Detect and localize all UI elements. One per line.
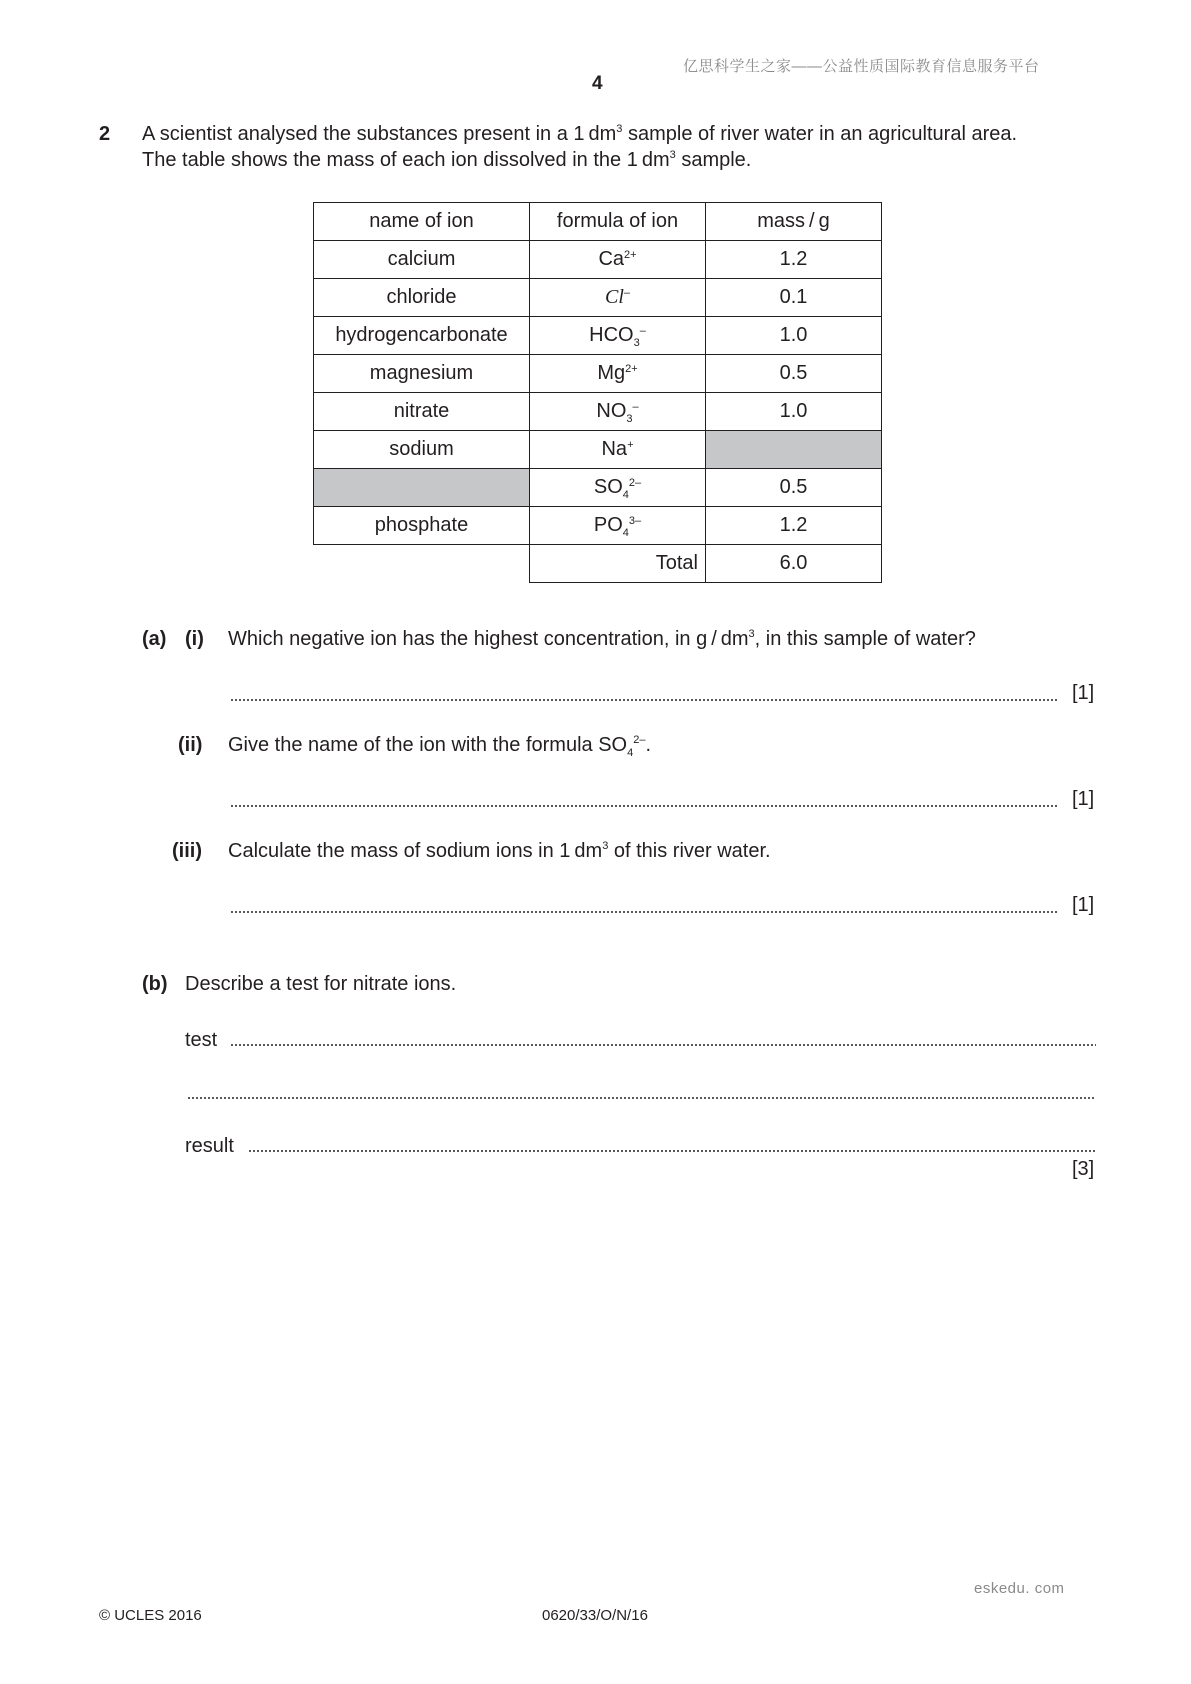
header-formula: formula of ion <box>530 203 706 241</box>
ion-name: calcium <box>314 241 530 279</box>
answer-line-a-iii[interactable] <box>230 911 1058 913</box>
answer-line-test[interactable] <box>230 1044 1096 1046</box>
header-mass: mass / g <box>706 203 882 241</box>
footer-code: 0620/33/O/N/16 <box>542 1607 648 1624</box>
part-a-i-label: (i) <box>185 628 204 650</box>
table-row <box>314 279 882 317</box>
table-row <box>314 469 882 507</box>
mark-a-i: [1] <box>1072 682 1095 704</box>
total-value: 6.0 <box>706 545 882 583</box>
mark-a-ii: [1] <box>1072 788 1095 810</box>
part-a-iii-label: (iii) <box>172 840 202 862</box>
shaded-cell <box>314 469 530 507</box>
question-number: 2 <box>99 123 111 145</box>
part-a-ii-label: (ii) <box>178 734 203 756</box>
ion-formula: $PO_4^{3-}$ <box>530 507 706 545</box>
ion-mass: 1.2 <box>706 241 882 279</box>
ion-formula: $HCO_3^-$ <box>530 317 706 355</box>
part-a-iii-question: Calculate the mass of sodium ions in 1 $dm^3$ of this river water. <box>228 840 771 862</box>
intro-line-2: The table shows the mass of each ion dissolved in the 1 $dm^3$ sample. <box>142 149 752 171</box>
table-row <box>314 507 882 545</box>
table-row <box>314 355 882 393</box>
ion-formula: Cl– <box>530 279 706 317</box>
ion-name: chloride <box>314 279 530 317</box>
page-number: 4 <box>592 73 603 94</box>
ion-formula: $SO_4^{2-}$ <box>530 469 706 507</box>
part-a-ii-question: Give the name of the ion with the formula $SO_4^{2-}$. <box>228 734 652 759</box>
mark-a-iii: [1] <box>1072 894 1095 916</box>
ion-mass: 0.1 <box>706 279 882 317</box>
part-b-label: (b) <box>142 973 168 995</box>
answer-line-test-2[interactable] <box>187 1097 1096 1099</box>
ion-formula: $Mg^{2+}$ <box>530 355 706 393</box>
result-label: result <box>185 1135 234 1157</box>
part-b-question: Describe a test for nitrate ions. <box>185 973 457 995</box>
footer-copyright: © UCLES 2016 <box>99 1607 202 1624</box>
answer-line-a-ii[interactable] <box>230 805 1058 807</box>
ion-name: nitrate <box>314 393 530 431</box>
ion-mass: 0.5 <box>706 355 882 393</box>
header-name: name of ion <box>314 203 530 241</box>
total-label: Total <box>530 545 706 583</box>
ion-formula: $NO_3^-$ <box>530 393 706 431</box>
ion-name: magnesium <box>314 355 530 393</box>
question-intro <box>142 121 1122 173</box>
ion-mass: 1.2 <box>706 507 882 545</box>
part-a-label: (a) <box>142 628 167 650</box>
watermark-text: 亿思科学生之家——公益性质国际教育信息服务平台 <box>683 58 1040 75</box>
mark-b: [3] <box>1072 1158 1095 1180</box>
part-a-i-question: Which negative ion has the highest concentration, in g / $dm^3$, in this sample of water? <box>228 628 976 650</box>
shaded-cell <box>706 431 882 469</box>
ion-mass: 1.0 <box>706 317 882 355</box>
intro-line-1: A scientist analysed the substances present in a 1 $dm^3$ sample of river water in an agricultural area. <box>142 123 1018 145</box>
ion-formula: Na+ <box>530 431 706 469</box>
answer-line-a-i[interactable] <box>230 699 1058 701</box>
table-row <box>314 317 882 355</box>
ion-name: sodium <box>314 431 530 469</box>
ion-name: phosphate <box>314 507 530 545</box>
empty-cell <box>314 545 530 583</box>
table-header-row <box>314 203 882 241</box>
answer-line-result[interactable] <box>248 1150 1096 1152</box>
table-row <box>314 431 882 469</box>
test-label: test <box>185 1029 218 1051</box>
ion-formula: $Ca^{2+}$ <box>530 241 706 279</box>
ion-mass: 0.5 <box>706 469 882 507</box>
ion-mass: 1.0 <box>706 393 882 431</box>
table-total-row <box>314 545 882 583</box>
ion-table <box>313 202 882 583</box>
site-watermark: eskedu. com <box>974 1580 1065 1597</box>
table-row <box>314 241 882 279</box>
ion-name: hydrogencarbonate <box>314 317 530 355</box>
table-row <box>314 393 882 431</box>
